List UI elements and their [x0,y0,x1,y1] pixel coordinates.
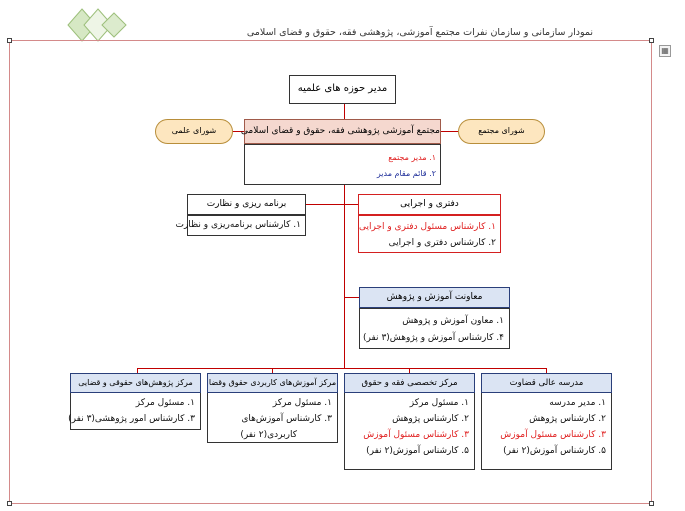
deputy-node-header[interactable] [359,287,510,308]
main-node-title: مجتمع آموزشی پژوهشی فقه، حقوق و قضای اسلامی [240,126,440,136]
unit-4-title: مرکز پژوهش‌های حقوقی و قضایی [78,378,193,387]
council-right[interactable] [458,119,545,144]
unit-4-header[interactable] [70,373,201,393]
unit-1-items [481,393,612,470]
unit-3-item-2: ۳. کارشناس آموزش‌های [241,414,332,424]
unit-2-title: مرکز تخصصی فقه و حقوق [361,378,458,388]
layout-options-icon[interactable]: ▦ [659,45,671,57]
unit-1-item-2: ۲. کارشناس پژوهش [529,414,606,424]
planning-node-header[interactable] [187,194,306,215]
connector-council-right [441,131,459,132]
main-item-1: ۱. مدیر مجتمع [388,153,436,162]
council-left[interactable] [155,119,233,144]
unit-2-item-2: ۲. کارشناس پژوهش [392,414,469,424]
unit-3-item-1: ۱. مسئول مرکز [272,398,332,408]
council-left-label: شورای علمی [171,126,217,135]
main-node-items [244,144,441,185]
unit-2-items [344,393,475,470]
unit-4-item-1: ۱. مسئول مرکز [135,398,195,408]
connector-trunk [344,185,345,368]
unit-3-title: مرکز آموزش‌های کاربردی حقوق وقضا [208,378,337,387]
deputy-item-1: ۱. معاون آموزش و پژوهش [402,316,504,326]
unit-3-header[interactable] [207,373,338,393]
unit-2-item-3: ۳. کارشناس مسئول آموزش [363,430,469,440]
unit-2-item-1: ۱. مسئول مرکز [409,398,469,408]
unit-3-item-3: کاربردی(۲ نفر) [240,430,297,440]
unit-3-items [207,393,338,443]
council-right-label: شورای مجتمع [478,126,525,135]
planning-node-title: برنامه ریزی و نظارت [206,199,287,209]
top-node-label: مدیر حوزه های علمیه [297,83,388,94]
planning-item-1: ۱. کارشناس برنامه‌ریزی و نظارت [175,220,301,230]
deputy-node-title: معاونت آموزش و پژوهش [386,292,483,302]
unit-2-item-4: ۵. کارشناس آموزش(۲ نفر) [366,446,469,456]
unit-1-item-1: ۱. مدیر مدرسه [549,398,606,408]
office-item-1: ۱. کارشناس مسئول دفتری و اجرایی [358,222,496,232]
resize-handle-bottom-left[interactable] [7,501,12,506]
office-node-items [358,215,501,253]
deputy-node-items [359,308,510,349]
main-node-header[interactable] [240,119,441,144]
planning-node-items [175,215,306,236]
unit-1-header[interactable] [481,373,612,393]
unit-4-items [70,393,201,430]
resize-handle-bottom-right[interactable] [649,501,654,506]
office-node-title: دفتری و اجرایی [400,199,459,209]
page-title: نمودار سازمانی و سازمان نفرات مجتمع آموزشی، پژوهشی فقه، حقوق و قضای اسلامی [246,27,593,38]
office-node-header[interactable] [358,194,501,215]
office-item-2: ۲. کارشناس دفتری و اجرایی [388,238,496,248]
resize-handle-top-right[interactable] [649,38,654,43]
connector-office-branch [306,204,358,205]
deputy-item-2: ۴. کارشناس آموزش و پژوهش(۳ نفر) [363,333,504,343]
connector-deputy-branch [344,297,359,298]
logo-diamonds-icon [62,5,132,45]
unit-4-item-2: ۳. کارشناس امور پژوهشی(۳ نفر) [68,414,195,424]
unit-1-item-4: ۵. کارشناس آموزش(۲ نفر) [503,446,606,456]
unit-1-title: مدرسه عالی قضاوت [509,378,584,388]
connector-top-main [344,104,345,120]
unit-2-header[interactable] [344,373,475,393]
resize-handle-top-left[interactable] [7,38,12,43]
top-node[interactable] [289,75,396,104]
connector-units-bus [137,368,547,369]
main-item-2: ۲. قائم مقام مدیر [376,169,436,178]
unit-1-item-3: ۳. کارشناس مسئول آموزش [500,430,606,440]
